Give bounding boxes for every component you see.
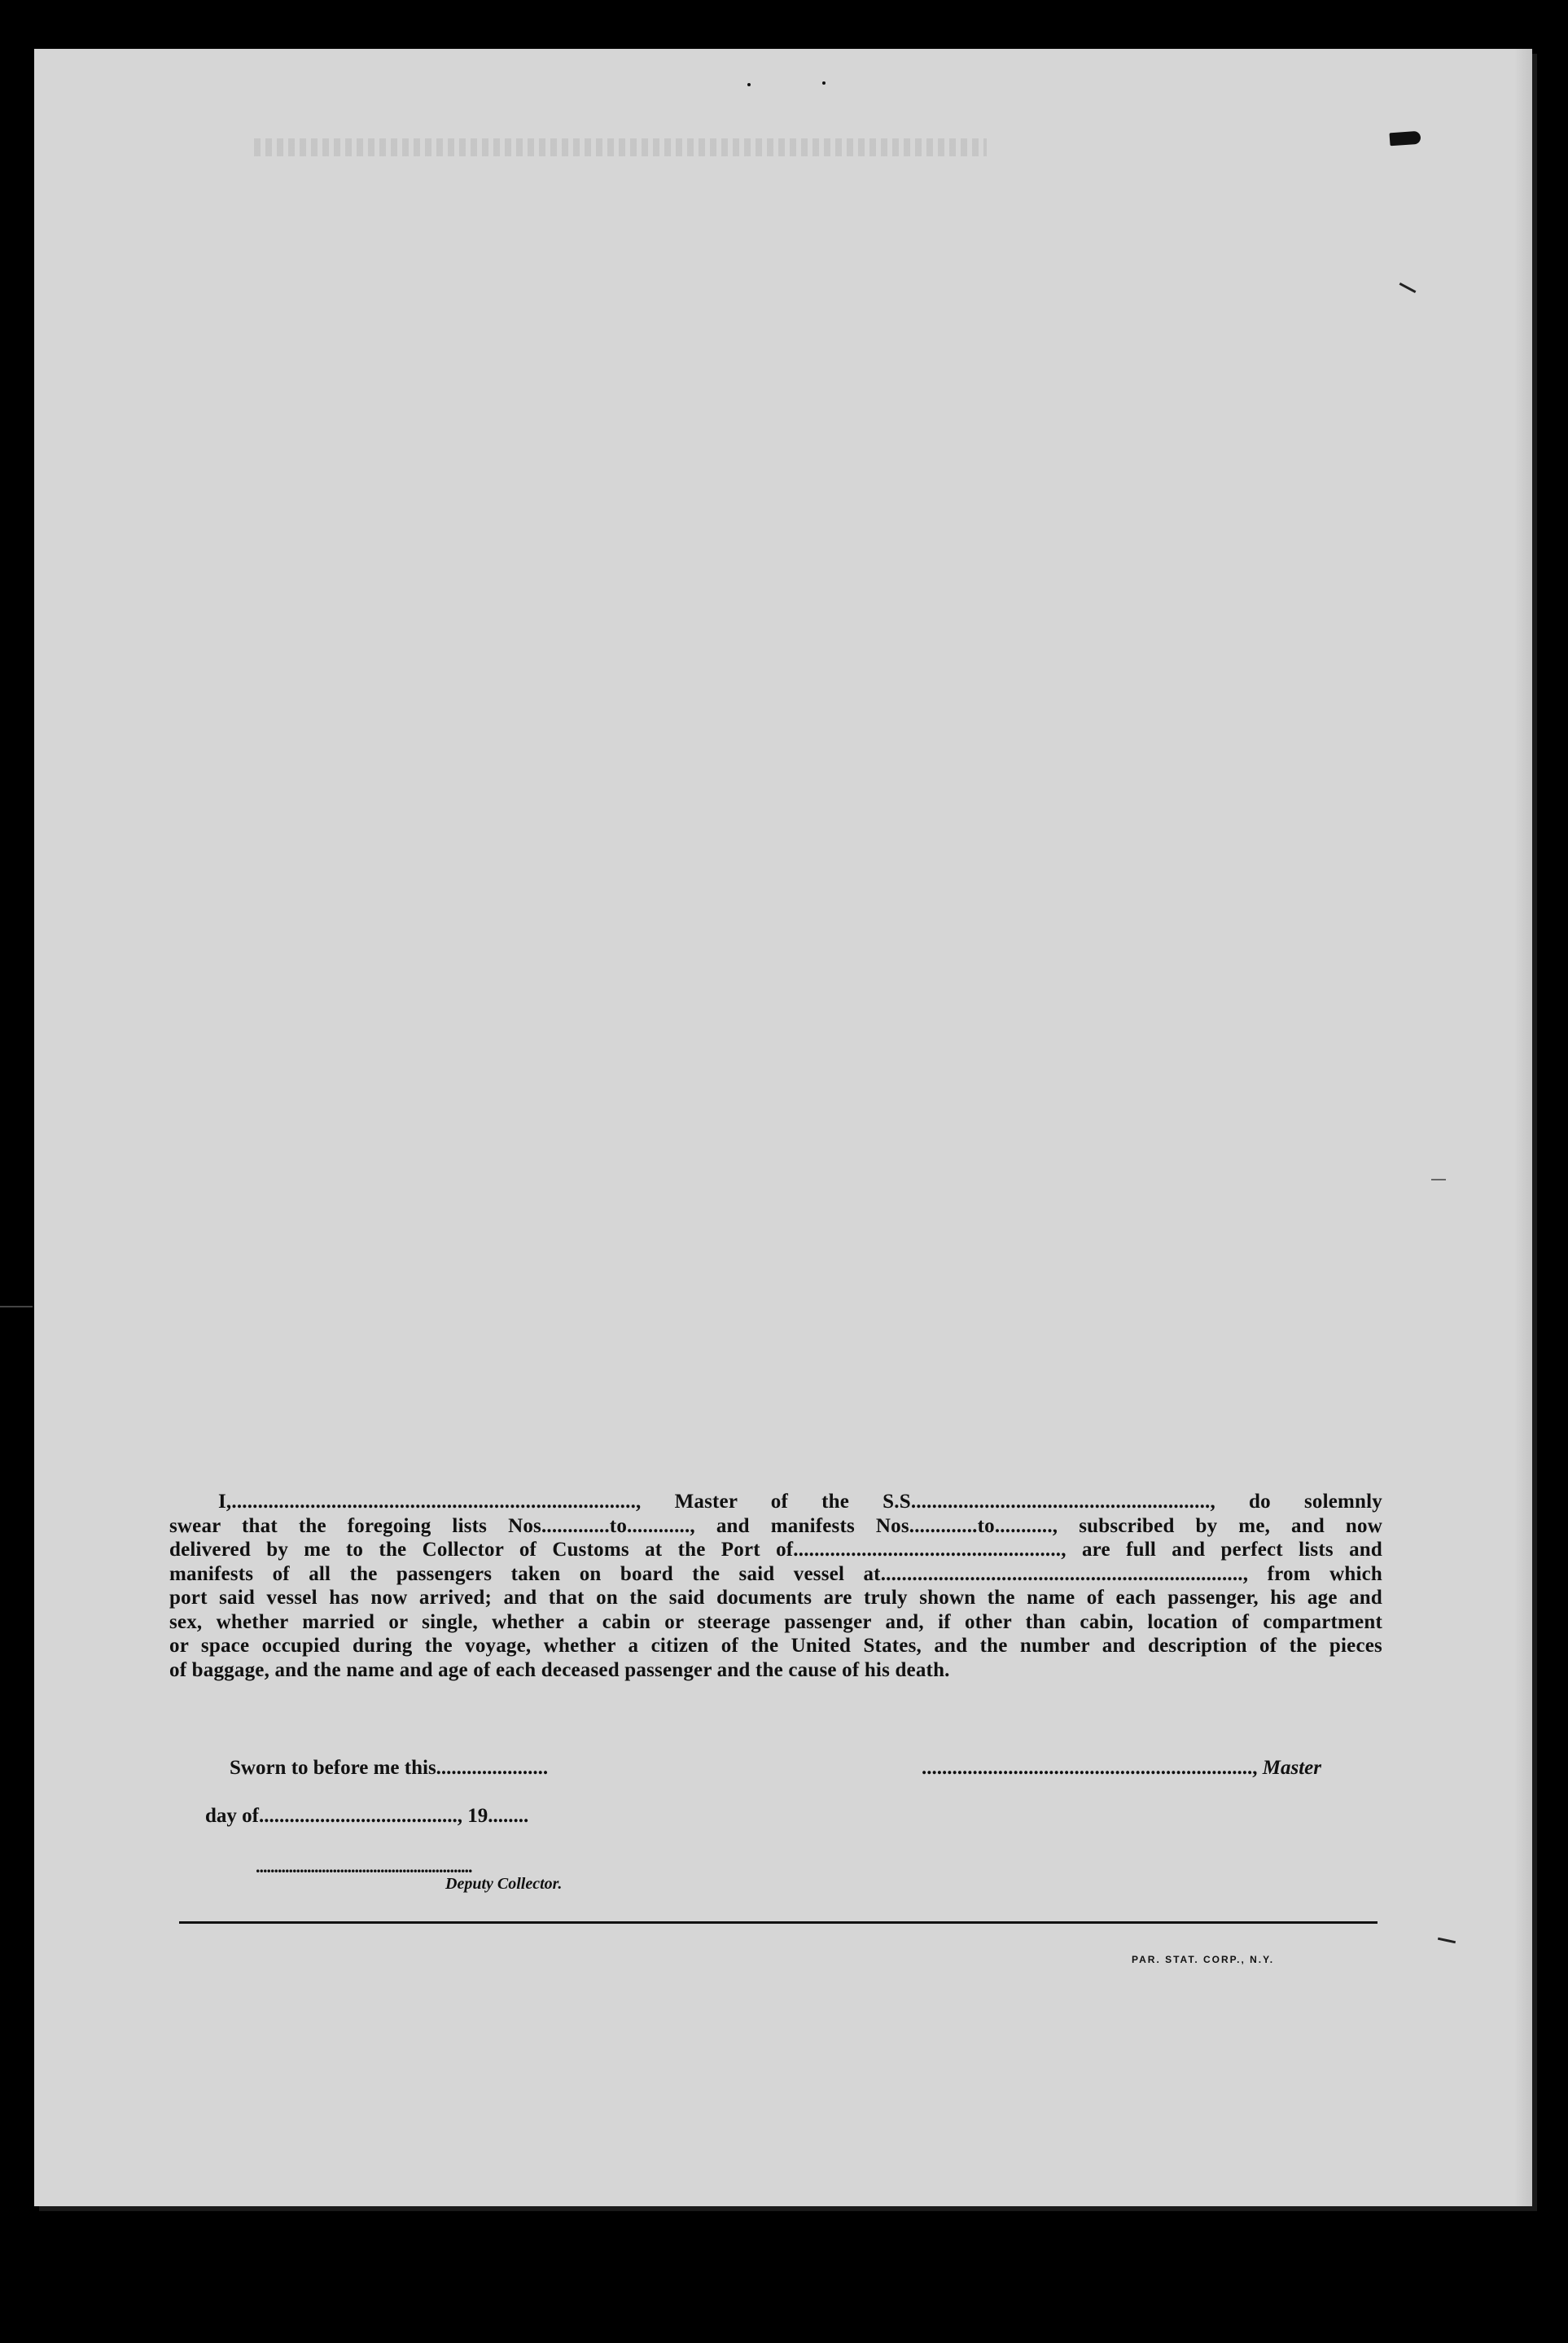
scan-dot xyxy=(822,81,826,85)
scan-tick xyxy=(1438,1938,1456,1944)
faint-bleed-through-header xyxy=(254,138,987,156)
scan-mark xyxy=(1389,131,1421,147)
oath-line: port said vessel has now arrived; and that on the said documents are truly shown the name of each passenger, his age and xyxy=(169,1587,1382,1609)
oath-line: of baggage, and the name and age of each deceased passenger and the cause of his death. xyxy=(169,1658,950,1681)
document-page xyxy=(34,49,1532,2206)
oath-line: sex, whether married or single, whether a cabin or steerage passenger and, if other than cabin, location of compartment xyxy=(169,1610,1382,1633)
master-label: Master xyxy=(1262,1757,1321,1779)
master-signature-dots: ................................................................., xyxy=(922,1757,1258,1779)
scan-tick xyxy=(0,1306,33,1307)
oath-line: manifests of all the passengers taken on board the said vessel at....................................................................., from which xyxy=(169,1562,1382,1585)
scan-dot xyxy=(747,83,751,86)
deputy-signature-dots: ........................................................... xyxy=(256,1856,472,1877)
scan-tick xyxy=(1399,282,1417,293)
oath-paragraph xyxy=(169,1490,1382,1682)
printer-mark: PAR. STAT. CORP., N.Y. xyxy=(1132,1954,1275,1965)
master-signature-line xyxy=(922,1757,1321,1780)
oath-line: delivered by me to the Collector of Customs at the Port of..................................................., are full and perfect lists and xyxy=(169,1539,1382,1561)
oath-line: or space occupied during the voyage, whether a citizen of the United States, and the number and description of the pieces xyxy=(169,1635,1382,1657)
deputy-collector-label: Deputy Collector. xyxy=(445,1875,563,1893)
oath-line: swear that the foregoing lists Nos.............to............, and manifests Nos.............to..........., subscribed by me, and now xyxy=(169,1514,1382,1537)
day-of-line: day of......................................., 19........ xyxy=(205,1805,529,1827)
sworn-before-line: Sworn to before me this...................... xyxy=(230,1757,549,1779)
scan-tick xyxy=(1431,1179,1446,1180)
page-edge xyxy=(1514,49,1532,2206)
oath-line: I,............................................................................., Master of the S.S........................................................., do solemnly xyxy=(218,1491,1382,1513)
horizontal-rule xyxy=(179,1921,1377,1924)
